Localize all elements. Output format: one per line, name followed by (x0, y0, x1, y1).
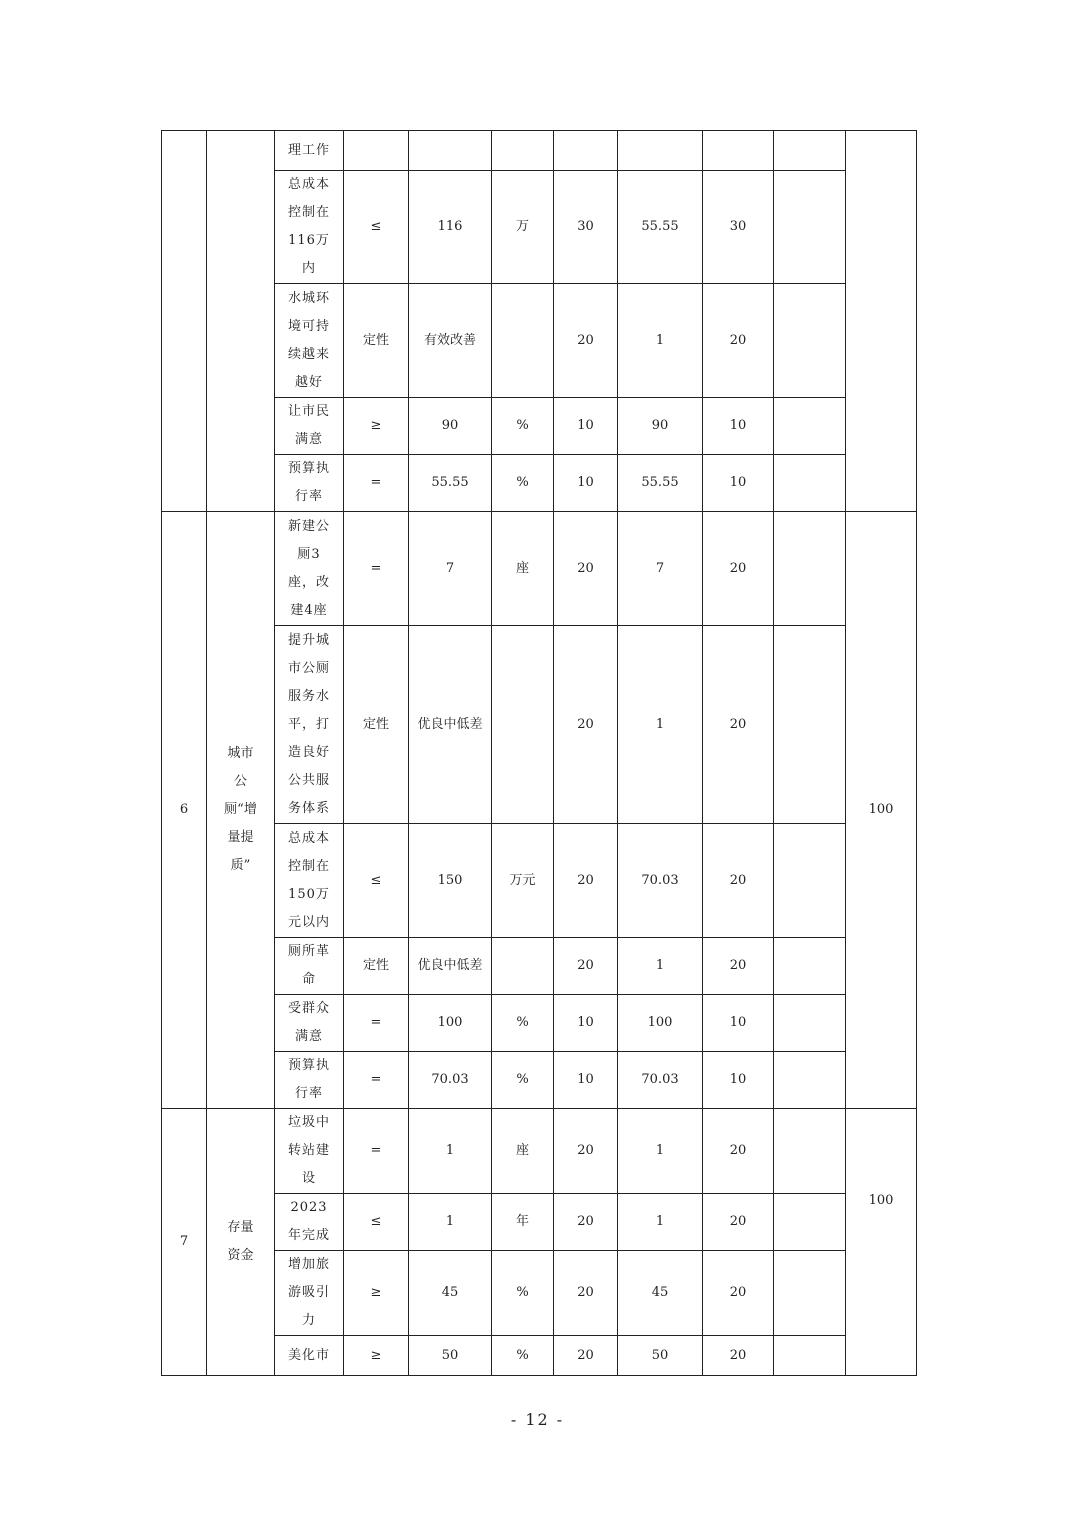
indicator-cell (275, 284, 344, 398)
target-cell: 70.03 (409, 1052, 492, 1109)
indicator-text: 水城环境可持续越来越好 (287, 290, 330, 390)
indicator-text: 受群众满意 (287, 1001, 330, 1044)
table-row (162, 1251, 917, 1336)
table-row (162, 1336, 917, 1376)
indicator-cell (275, 1194, 344, 1251)
unit-cell (492, 131, 554, 171)
group-name (207, 1109, 275, 1376)
note-cell (774, 1336, 846, 1376)
op-cell: 定性 (344, 626, 409, 824)
target-cell: 7 (409, 512, 492, 626)
target-cell: 90 (409, 398, 492, 455)
note-cell (774, 398, 846, 455)
indicator-text: 增加旅游吸引力 (287, 1257, 330, 1328)
note-cell (774, 131, 846, 171)
op-cell: ≥ (344, 398, 409, 455)
weight-cell: 20 (554, 938, 618, 995)
score-cell: 20 (703, 938, 774, 995)
unit-cell: % (492, 1251, 554, 1336)
note-cell (774, 1194, 846, 1251)
indicator-text: 让市民满意 (287, 404, 330, 447)
note-cell (774, 938, 846, 995)
weight-cell: 20 (554, 512, 618, 626)
page-number: - 12 - (510, 1410, 565, 1429)
weight-cell: 20 (554, 1251, 618, 1336)
op-cell: ≥ (344, 1336, 409, 1376)
target-cell: 100 (409, 995, 492, 1052)
group-total-score (846, 131, 917, 512)
indicator-cell (275, 1251, 344, 1336)
actual-cell (618, 131, 703, 171)
weight-cell: 20 (554, 1109, 618, 1194)
table-row (162, 398, 917, 455)
indicator-text: 厕所革命 (287, 944, 330, 987)
target-cell: 55.55 (409, 455, 492, 512)
weight-cell: 10 (554, 455, 618, 512)
table-row (162, 171, 917, 284)
group-index (162, 131, 207, 512)
unit-cell: 万元 (492, 824, 554, 938)
note-cell (774, 626, 846, 824)
indicator-text: 2023年完成 (287, 1200, 330, 1243)
score-cell (703, 131, 774, 171)
target-cell: 1 (409, 1194, 492, 1251)
score-cell: 30 (703, 171, 774, 284)
indicator-text: 垃圾中转站建设 (287, 1115, 330, 1186)
weight-cell: 20 (554, 1194, 618, 1251)
unit-cell: % (492, 995, 554, 1052)
op-cell: ≤ (344, 824, 409, 938)
op-cell: ≤ (344, 171, 409, 284)
op-cell: 定性 (344, 284, 409, 398)
actual-cell: 1 (618, 1194, 703, 1251)
note-cell (774, 1109, 846, 1194)
score-cell: 20 (703, 1194, 774, 1251)
indicator-text: 美化市 (287, 1347, 330, 1363)
target-cell: 45 (409, 1251, 492, 1336)
target-cell: 150 (409, 824, 492, 938)
weight-cell: 10 (554, 995, 618, 1052)
indicator-text: 预算执行率 (287, 1058, 330, 1101)
actual-cell: 1 (618, 626, 703, 824)
table-row (162, 1109, 917, 1194)
indicator-text: 新建公厕3座，改建4座 (287, 518, 330, 618)
target-cell (409, 131, 492, 171)
score-cell: 10 (703, 995, 774, 1052)
score-cell: 20 (703, 1109, 774, 1194)
unit-cell: % (492, 1052, 554, 1109)
unit-cell (492, 284, 554, 398)
note-cell (774, 284, 846, 398)
indicator-text: 预算执行率 (287, 461, 330, 504)
group-name (207, 131, 275, 512)
op-cell: = (344, 1109, 409, 1194)
table-row (162, 131, 917, 171)
indicator-cell (275, 398, 344, 455)
note-cell (774, 1251, 846, 1336)
score-cell: 10 (703, 1052, 774, 1109)
indicator-cell (275, 626, 344, 824)
indicator-cell (275, 938, 344, 995)
table-row (162, 995, 917, 1052)
actual-cell: 100 (618, 995, 703, 1052)
target-cell: 优良中低差 (409, 626, 492, 824)
score-cell: 20 (703, 1251, 774, 1336)
op-cell (344, 131, 409, 171)
group-name-text: 存量资金 (227, 1220, 254, 1263)
weight-cell: 10 (554, 398, 618, 455)
score-cell: 10 (703, 398, 774, 455)
op-cell: = (344, 512, 409, 626)
op-cell: 定性 (344, 938, 409, 995)
table-row (162, 824, 917, 938)
score-cell: 10 (703, 455, 774, 512)
op-cell: = (344, 455, 409, 512)
unit-cell: 万 (492, 171, 554, 284)
note-cell (774, 995, 846, 1052)
actual-cell: 1 (618, 938, 703, 995)
indicator-cell (275, 131, 344, 171)
unit-cell (492, 626, 554, 824)
unit-cell: 座 (492, 512, 554, 626)
weight-cell: 20 (554, 1336, 618, 1376)
indicator-cell (275, 1336, 344, 1376)
actual-cell: 45 (618, 1251, 703, 1336)
weight-cell: 30 (554, 171, 618, 284)
op-cell: ≥ (344, 1251, 409, 1336)
score-cell: 20 (703, 512, 774, 626)
group-name (207, 512, 275, 1109)
table-row (162, 512, 917, 626)
indicator-text: 总成本控制在116万内 (287, 177, 330, 276)
indicator-cell (275, 1109, 344, 1194)
actual-cell: 55.55 (618, 455, 703, 512)
indicator-cell (275, 512, 344, 626)
score-cell: 20 (703, 1336, 774, 1376)
group-total-score: 100 (846, 512, 917, 1109)
indicator-cell (275, 995, 344, 1052)
note-cell (774, 171, 846, 284)
table-row (162, 455, 917, 512)
op-cell: = (344, 995, 409, 1052)
note-cell (774, 824, 846, 938)
op-cell: = (344, 1052, 409, 1109)
actual-cell: 50 (618, 1336, 703, 1376)
weight-cell: 20 (554, 626, 618, 824)
target-cell: 50 (409, 1336, 492, 1376)
unit-cell: 年 (492, 1194, 554, 1251)
table-row (162, 1194, 917, 1251)
target-cell: 116 (409, 171, 492, 284)
table-row (162, 1052, 917, 1109)
actual-cell: 55.55 (618, 171, 703, 284)
actual-cell: 70.03 (618, 824, 703, 938)
unit-cell: 座 (492, 1109, 554, 1194)
target-cell: 有效改善 (409, 284, 492, 398)
group-name-text: 城市公厕“增量提质” (224, 746, 257, 873)
performance-table (161, 130, 917, 1376)
unit-cell (492, 938, 554, 995)
group-index: 6 (162, 512, 207, 1109)
note-cell (774, 1052, 846, 1109)
note-cell (774, 512, 846, 626)
unit-cell: % (492, 1336, 554, 1376)
unit-cell: % (492, 455, 554, 512)
indicator-cell (275, 171, 344, 284)
target-cell: 优良中低差 (409, 938, 492, 995)
score-cell: 20 (703, 824, 774, 938)
actual-cell: 90 (618, 398, 703, 455)
indicator-cell (275, 824, 344, 938)
score-cell: 20 (703, 626, 774, 824)
indicator-cell (275, 455, 344, 512)
weight-cell: 20 (554, 824, 618, 938)
score-cell: 20 (703, 284, 774, 398)
group-index: 7 (162, 1109, 207, 1376)
op-cell: ≤ (344, 1194, 409, 1251)
table-row (162, 284, 917, 398)
actual-cell: 1 (618, 1109, 703, 1194)
note-cell (774, 455, 846, 512)
indicator-cell (275, 1052, 344, 1109)
actual-cell: 70.03 (618, 1052, 703, 1109)
indicator-text: 总成本控制在150万元以内 (287, 830, 330, 930)
weight-cell: 20 (554, 284, 618, 398)
actual-cell: 1 (618, 284, 703, 398)
weight-cell (554, 131, 618, 171)
indicator-text: 提升城市公厕服务水平，打造良好公共服务体系 (287, 632, 330, 816)
group-total-score: 100 (846, 1109, 917, 1376)
weight-cell: 10 (554, 1052, 618, 1109)
table-row (162, 626, 917, 824)
unit-cell: % (492, 398, 554, 455)
target-cell: 1 (409, 1109, 492, 1194)
actual-cell: 7 (618, 512, 703, 626)
table-row (162, 938, 917, 995)
indicator-text: 理工作 (287, 142, 330, 158)
